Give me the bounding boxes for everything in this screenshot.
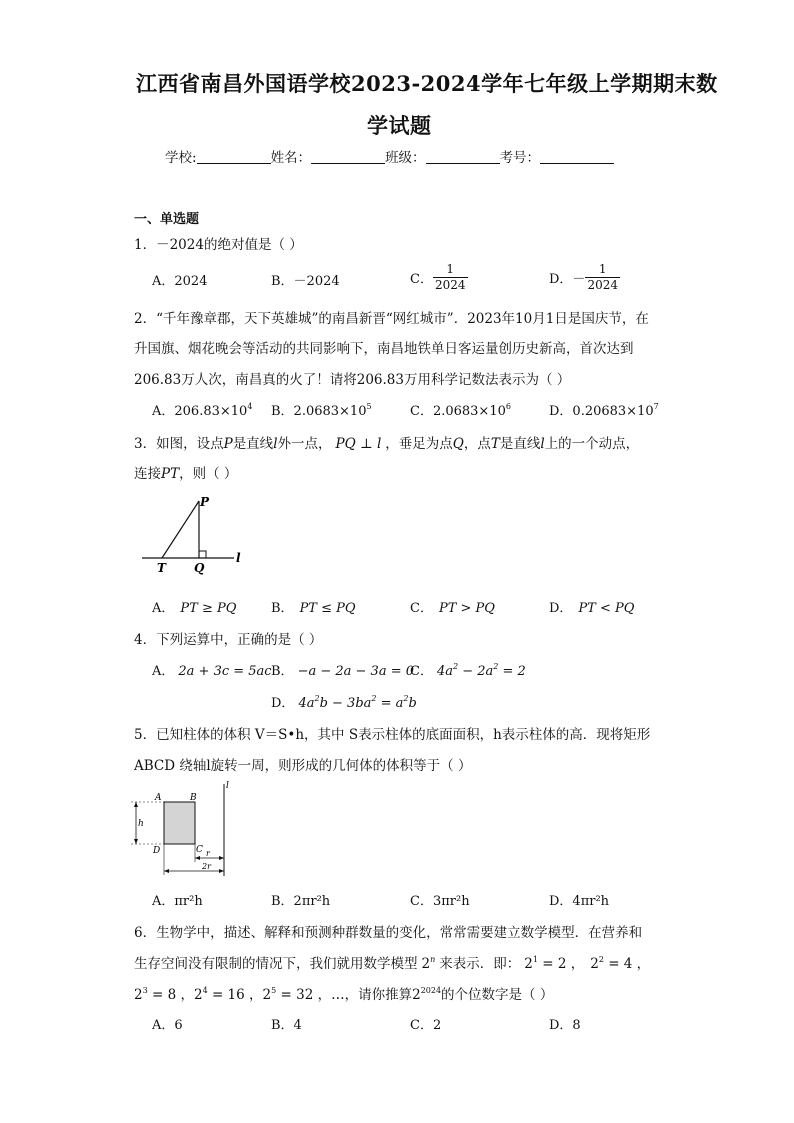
q3-option-c — [410, 597, 495, 616]
q3-d-expr: PT < PQ — [578, 601, 635, 616]
q3-line2 — [134, 462, 237, 482]
q2-option-b — [271, 400, 372, 419]
q6-pow2024-exp: 2024 — [420, 986, 442, 995]
q5-option-a: A．πr²h — [152, 894, 203, 909]
q2-b-exponent: 5 — [366, 402, 372, 411]
q3-var-l-2: l — [540, 436, 545, 452]
q1-option-c-label: C． — [410, 272, 433, 287]
q6-pow5-base: 2 — [262, 987, 272, 1003]
q3-a-expr: PT ≥ PQ — [180, 601, 237, 616]
q1-c-denominator: 2024 — [434, 278, 466, 292]
q5-2r-arrow-right — [219, 869, 224, 873]
q4-d-label: D． — [271, 696, 295, 711]
q6-pow3-exp: 3 — [142, 986, 148, 995]
q1-option-a: A．2024 — [152, 274, 208, 289]
q3-option-a — [152, 597, 236, 616]
q4-option-c — [410, 660, 526, 679]
q3-var-q: Q — [452, 436, 464, 452]
q1-option-c-fraction — [433, 262, 468, 293]
q6-line1: 6．生物学中，描述、解释和预测种群数量的变化，常常需要建立数学模型．在营养和 — [134, 925, 643, 941]
q5-label-c: C — [196, 845, 203, 855]
q3-perp-expr: PQ ⊥ l — [335, 436, 382, 452]
q3-option-d — [549, 597, 634, 616]
q5-option-d: D．4πr²h — [549, 894, 610, 909]
q2-option-c — [410, 400, 511, 419]
q4-a-label: A． — [152, 664, 175, 679]
q6-line2 — [134, 952, 650, 972]
q4-b-expr: −a − 2a − 3a = 0 — [297, 664, 414, 679]
q2-b-base: B．2.0683×10 — [271, 404, 367, 419]
q5-arrow-up — [134, 802, 138, 807]
q3-text-8: 连接 — [134, 466, 161, 482]
q1-d-numerator: 1 — [598, 262, 607, 276]
q2-option-d — [549, 400, 659, 419]
q4-c-exp1: 2 — [452, 662, 459, 671]
q6-text-3: = 32 ，…，请你推算 — [276, 987, 413, 1003]
q1-option-d — [549, 262, 620, 293]
q4-d-part1: 4a — [298, 696, 315, 711]
q6-pow2-base: 2 — [590, 956, 599, 972]
q4-stem: 4．下列运算中，正确的是（ ） — [134, 632, 323, 648]
q6-pow3-val: = 8 ， — [147, 987, 194, 1003]
q4-d-part3: = a — [376, 696, 404, 711]
q3-var-pt: PT — [161, 466, 180, 482]
q3-var-p: P — [223, 436, 233, 452]
q3-text-3: 外一点， — [277, 436, 332, 452]
q6-exp-n: n — [430, 955, 436, 964]
q1-c-numerator: 1 — [446, 262, 455, 276]
q5-label-d: D — [153, 846, 161, 856]
q3-a-label: A． — [152, 601, 175, 616]
q6-option-c: C．2 — [410, 1018, 442, 1033]
q3-option-b — [271, 597, 356, 616]
q3-label-p: P — [200, 495, 210, 509]
q4-c-label: C． — [410, 664, 433, 679]
q3-text-4: ，垂足为点 — [385, 436, 453, 452]
q6-pow1-val: = 2 ， — [537, 956, 585, 972]
class-label: 班级： — [385, 150, 426, 166]
q5-2r-arrow-left — [164, 869, 169, 873]
q1-d-denominator: 2024 — [587, 278, 618, 292]
q5-label-r: r — [206, 849, 210, 858]
q3-text-7: 上的一个动点， — [544, 436, 640, 452]
page-title-line2: 学试题 — [367, 113, 432, 138]
q3-label-l: l — [236, 551, 241, 565]
q4-c-part2: − 2a — [458, 664, 494, 679]
q4-option-b — [271, 660, 414, 679]
q4-c-expr — [437, 664, 526, 679]
q1-option-c — [410, 262, 468, 293]
q6-text-1: 生存空间没有限制的情况下，我们就用数学模型 — [134, 956, 418, 972]
q1-option-d-label: D．－ — [549, 272, 586, 287]
q6-text-4: 的个位数字是（ ） — [441, 987, 554, 1003]
q2-option-a — [152, 400, 252, 419]
q3-text-1: 3．如图，设点 — [134, 436, 224, 452]
q4-option-d — [271, 692, 417, 711]
student-info-line — [165, 146, 614, 166]
q2-a-exponent: 4 — [247, 402, 253, 411]
q4-c-exp2: 2 — [493, 662, 499, 671]
number-blank[interactable] — [540, 149, 614, 164]
q3-var-t: T — [490, 436, 500, 452]
q3-text-9: ，则（ ） — [179, 466, 238, 482]
q4-d-exp2: 2 — [371, 694, 377, 703]
q2-c-exponent: 6 — [505, 402, 511, 411]
q4-option-a — [152, 660, 272, 679]
q3-text-5: ，点 — [463, 436, 491, 452]
q3-d-label: D． — [549, 601, 573, 616]
q6-pow4-exp: 4 — [202, 986, 208, 995]
name-blank[interactable] — [311, 149, 385, 164]
q4-d-part4: b — [408, 696, 417, 711]
q6-pow4-base: 2 — [193, 987, 203, 1003]
q4-d-expr — [298, 696, 416, 711]
q3-c-label: C． — [410, 601, 433, 616]
q5-r-arrow-left — [195, 856, 200, 860]
q4-c-part3: = 2 — [498, 664, 526, 679]
q6-pow2-val: = 4 ， — [603, 956, 651, 972]
q5-label-b: B — [190, 793, 197, 803]
class-blank[interactable] — [426, 149, 500, 164]
q5-line2: ABCD 绕轴l旋转一周，则形成的几何体的体积等于（ ） — [134, 758, 472, 774]
q3-label-q: Q — [194, 561, 205, 575]
q2-line2: 升国旗、烟花晚会等活动的共同影响下，南昌地铁单日客运量创历史新高，首次达到 — [134, 341, 634, 357]
q5-option-c: C．3πr²h — [410, 894, 470, 909]
q6-pow4-val: = 16 ， — [207, 987, 263, 1003]
q4-c-part1: 4a — [436, 664, 453, 679]
q1-stem: 1．－2024的绝对值是（ ） — [134, 237, 303, 253]
q2-d-base: D．0.20683×10 — [549, 404, 654, 419]
q6-option-a: A．6 — [152, 1018, 183, 1033]
q3-text-2: 是直线 — [232, 436, 274, 452]
q4-d-exp3: 2 — [403, 694, 409, 703]
q3-b-label: B． — [271, 601, 294, 616]
q5-label-2r: 2r — [202, 862, 211, 871]
q6-pow2024-base: 2 — [412, 987, 421, 1003]
school-blank[interactable] — [197, 149, 271, 164]
q5-rectangle-abcd — [164, 802, 195, 844]
q2-line1: 2．“千年豫章郡，天下英雄城”的南昌新晋“网红城市”．2023年10月1日是国庆节，在 — [134, 311, 649, 327]
q5-label-h: h — [138, 819, 144, 829]
q2-d-exponent: 7 — [653, 402, 659, 411]
q4-d-part2: b − 3ba — [319, 696, 372, 711]
q6-pow3-base: 2 — [134, 987, 143, 1003]
q5-line1: 5．已知柱体的体积 V＝S•h，其中 S表示柱体的底面面积，h表示柱体的高．现将矩形 — [134, 727, 651, 743]
q6-option-b: B．4 — [271, 1018, 302, 1033]
q6-option-d: D．8 — [549, 1018, 581, 1033]
q4-a-expr: 2a + 3c = 5ac — [178, 664, 272, 679]
q3-label-t: T — [157, 561, 166, 575]
q6-pow1-base: 2 — [524, 956, 533, 972]
q3-text-6: 是直线 — [499, 436, 541, 452]
page-title-line1: 江西省南昌外国语学校2023-2024学年七年级上学期期末数 — [136, 71, 718, 96]
q3-var-l: l — [273, 436, 278, 452]
q6-base-2: 2 — [421, 956, 431, 972]
school-label: 学校: — [165, 150, 197, 166]
q5-label-a: A — [155, 793, 162, 803]
q2-c-base: C．2.0683×10 — [410, 404, 506, 419]
q5-r-arrow-right — [219, 856, 224, 860]
q6-text-2: 来表示．即： — [439, 956, 521, 972]
q4-b-label: B． — [271, 664, 294, 679]
q4-d-exp1: 2 — [314, 694, 320, 703]
q5-label-l: l — [226, 781, 229, 791]
q3-right-angle-mark — [199, 551, 206, 558]
q6-pow1-exp: 1 — [532, 955, 538, 964]
q6-line3 — [134, 983, 553, 1003]
number-label: 考号： — [499, 150, 541, 166]
q2-line3: 206.83万人次，南昌真的火了！请将206.83万用科学记数法表示为（ ） — [134, 372, 571, 388]
q3-figure — [140, 495, 260, 575]
q3-line1 — [134, 432, 639, 452]
q1-option-b: B．－2024 — [271, 274, 340, 289]
q5-arrow-down — [134, 839, 138, 844]
q1-option-d-fraction — [585, 262, 620, 293]
q5-option-b: B．2πr²h — [271, 894, 331, 909]
q3-c-expr: PT > PQ — [438, 601, 495, 616]
section-heading: 一、单选题 — [134, 212, 200, 227]
name-label: 姓名： — [270, 150, 312, 166]
q6-pow2-exp: 2 — [598, 955, 604, 964]
q3-segment-pt — [162, 501, 199, 558]
q3-b-expr: PT ≤ PQ — [299, 601, 356, 616]
q6-pow5-exp: 5 — [271, 986, 277, 995]
q5-figure — [126, 778, 238, 878]
q2-a-base: A．206.83×10 — [152, 404, 248, 419]
